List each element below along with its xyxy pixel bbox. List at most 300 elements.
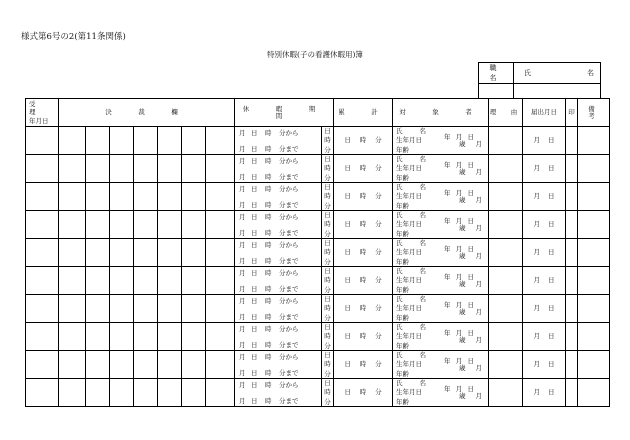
reason-cell[interactable] bbox=[489, 155, 523, 183]
approval-cell[interactable] bbox=[110, 323, 134, 351]
period-from-line bbox=[235, 382, 321, 389]
reason-cell[interactable] bbox=[489, 323, 523, 351]
filed-date-cell[interactable] bbox=[523, 379, 566, 407]
approval-cell[interactable] bbox=[110, 183, 134, 211]
subject-cell[interactable] bbox=[393, 351, 489, 379]
reason-cell[interactable] bbox=[489, 295, 523, 323]
from-hour-label: 時 bbox=[265, 129, 272, 137]
subject-cell[interactable] bbox=[393, 183, 489, 211]
filed-date-cell[interactable] bbox=[523, 323, 566, 351]
from-suffix-label: 分から bbox=[279, 185, 299, 193]
approval-cell[interactable] bbox=[110, 127, 134, 155]
approval-cell[interactable] bbox=[134, 183, 158, 211]
seal-cell[interactable] bbox=[566, 323, 578, 351]
subject-labels bbox=[393, 211, 430, 238]
to-hour-label: 時 bbox=[265, 144, 272, 153]
approval-cell[interactable] bbox=[206, 323, 235, 351]
subject-values bbox=[430, 351, 488, 378]
subject-month-label: 月 bbox=[455, 273, 463, 281]
subject-age-unit: 歳 bbox=[459, 140, 466, 148]
unit-minute-label: 分 bbox=[324, 313, 331, 322]
cumulative-cell[interactable] bbox=[334, 211, 393, 239]
unit-hour-label: 時 bbox=[324, 276, 331, 285]
cumulative-header: 累 計 bbox=[334, 99, 393, 127]
approval-cell[interactable] bbox=[86, 155, 110, 183]
approval-cell[interactable] bbox=[158, 239, 182, 267]
period-cell[interactable] bbox=[235, 155, 322, 183]
filed-day-label: 日 bbox=[548, 136, 555, 145]
approval-cell[interactable] bbox=[59, 211, 86, 239]
approval-cell[interactable] bbox=[86, 295, 110, 323]
subject-year-label: 年 bbox=[444, 273, 451, 281]
approval-cell[interactable] bbox=[182, 379, 206, 407]
seal-cell[interactable] bbox=[566, 211, 578, 239]
remarks-cell[interactable] bbox=[578, 267, 610, 295]
receipt-date-cell[interactable] bbox=[26, 379, 59, 407]
subject-day-label: 日 bbox=[467, 189, 474, 197]
approval-cell[interactable] bbox=[110, 211, 134, 239]
receipt-date-cell[interactable] bbox=[26, 295, 59, 323]
approval-cell[interactable] bbox=[110, 379, 134, 407]
approval-header: 決 裁 欄 bbox=[59, 99, 235, 127]
period-cell[interactable] bbox=[235, 295, 322, 323]
remarks-cell[interactable] bbox=[578, 127, 610, 155]
subject-age-unit: 歳 bbox=[459, 196, 466, 204]
approval-cell[interactable] bbox=[86, 267, 110, 295]
to-suffix-label: 分まで bbox=[279, 396, 299, 405]
approval-cell[interactable] bbox=[59, 379, 86, 407]
cum-minute-label: 分 bbox=[375, 388, 382, 397]
filed-date-cell[interactable] bbox=[523, 155, 566, 183]
approval-cell[interactable] bbox=[206, 183, 235, 211]
from-month-label: 月 bbox=[239, 297, 246, 305]
subject-age-unit: 歳 bbox=[459, 168, 466, 176]
subject-day-label: 日 bbox=[467, 217, 474, 225]
receipt-date-cell[interactable] bbox=[26, 323, 59, 351]
remarks-cell[interactable] bbox=[578, 239, 610, 267]
subject-year-label: 年 bbox=[444, 301, 451, 309]
subject-age-month-unit: 月 bbox=[475, 224, 482, 232]
period-to-line bbox=[235, 342, 321, 349]
subject-day-label: 日 bbox=[467, 301, 474, 309]
receipt-date-cell[interactable] bbox=[26, 183, 59, 211]
seal-header: 印 bbox=[566, 99, 578, 127]
period-unit-cell[interactable] bbox=[322, 239, 334, 267]
receipt-date-cell[interactable] bbox=[26, 267, 59, 295]
reason-cell[interactable] bbox=[489, 183, 523, 211]
period-from-line bbox=[235, 130, 321, 137]
cumulative-cell[interactable] bbox=[334, 183, 393, 211]
to-suffix-label: 分まで bbox=[279, 340, 299, 349]
subject-name-label-1: 氏 bbox=[396, 351, 403, 359]
subject-day-label: 日 bbox=[467, 329, 474, 337]
period-unit-cell[interactable] bbox=[322, 155, 334, 183]
table-row bbox=[26, 379, 610, 407]
approval-cell[interactable] bbox=[110, 351, 134, 379]
approval-cell[interactable] bbox=[86, 379, 110, 407]
cumulative-cell[interactable] bbox=[334, 351, 393, 379]
approval-cell[interactable] bbox=[206, 211, 235, 239]
subject-birth-label: 生年月日 bbox=[396, 276, 422, 285]
approval-cell[interactable] bbox=[158, 211, 182, 239]
approval-cell[interactable] bbox=[182, 183, 206, 211]
from-hour-label: 時 bbox=[265, 353, 272, 361]
to-month-label: 月 bbox=[239, 144, 246, 153]
receipt-date-cell[interactable] bbox=[26, 127, 59, 155]
approval-cell[interactable] bbox=[206, 239, 235, 267]
filed-date-cell[interactable] bbox=[523, 267, 566, 295]
unit-minute-label: 分 bbox=[324, 369, 331, 378]
subject-values bbox=[430, 295, 488, 322]
period-from-line bbox=[235, 270, 321, 277]
filed-day-label: 日 bbox=[548, 276, 555, 285]
period-cell[interactable] bbox=[235, 183, 322, 211]
remarks-cell[interactable] bbox=[578, 211, 610, 239]
filed-date-cell[interactable] bbox=[523, 351, 566, 379]
from-month-label: 月 bbox=[239, 185, 246, 193]
seal-cell[interactable] bbox=[566, 379, 578, 407]
approval-cell[interactable] bbox=[182, 295, 206, 323]
unit-minute-label: 分 bbox=[324, 257, 331, 266]
approval-cell[interactable] bbox=[158, 183, 182, 211]
filed-month-label: 月 bbox=[533, 332, 540, 341]
remarks-header: 備 考 bbox=[578, 99, 610, 127]
subject-cell[interactable] bbox=[393, 379, 489, 407]
subject-day-label: 日 bbox=[467, 245, 474, 253]
reason-cell[interactable] bbox=[489, 351, 523, 379]
subject-age-unit: 歳 bbox=[459, 252, 466, 260]
approval-cell[interactable] bbox=[110, 155, 134, 183]
subject-cell[interactable] bbox=[393, 267, 489, 295]
approval-cell[interactable] bbox=[158, 267, 182, 295]
cumulative-cell[interactable] bbox=[334, 239, 393, 267]
approval-cell[interactable] bbox=[182, 239, 206, 267]
name-value-cell[interactable] bbox=[514, 84, 601, 99]
approval-cell[interactable] bbox=[182, 211, 206, 239]
unit-minute-label: 分 bbox=[324, 145, 331, 154]
period-unit-cell[interactable] bbox=[322, 183, 334, 211]
approval-cell[interactable] bbox=[86, 211, 110, 239]
remarks-cell[interactable] bbox=[578, 379, 610, 407]
cumulative-cell[interactable] bbox=[334, 379, 393, 407]
subject-month-label: 月 bbox=[455, 217, 463, 225]
period-from-line bbox=[235, 326, 321, 333]
subject-age-label: 年齢 bbox=[396, 285, 409, 294]
period-cell[interactable] bbox=[235, 351, 322, 379]
approval-cell[interactable] bbox=[158, 379, 182, 407]
approval-cell[interactable] bbox=[86, 239, 110, 267]
reason-cell[interactable] bbox=[489, 211, 523, 239]
approval-cell[interactable] bbox=[182, 351, 206, 379]
subject-age-label: 年齢 bbox=[396, 313, 409, 322]
approval-cell[interactable] bbox=[134, 211, 158, 239]
subject-name-label-1: 氏 bbox=[396, 127, 403, 135]
approval-cell[interactable] bbox=[134, 323, 158, 351]
cumulative-cell[interactable] bbox=[334, 155, 393, 183]
receipt-date-cell[interactable] bbox=[26, 351, 59, 379]
from-month-label: 月 bbox=[239, 213, 246, 221]
cumulative-cell[interactable] bbox=[334, 267, 393, 295]
subject-values bbox=[430, 155, 488, 182]
approval-cell[interactable] bbox=[86, 351, 110, 379]
seal-cell[interactable] bbox=[566, 295, 578, 323]
subject-values bbox=[430, 267, 488, 294]
subject-name-label-2: 名 bbox=[419, 267, 426, 275]
position-value-cell[interactable] bbox=[479, 84, 514, 99]
from-hour-label: 時 bbox=[265, 213, 272, 221]
from-suffix-label: 分から bbox=[279, 269, 299, 277]
approval-cell[interactable] bbox=[134, 379, 158, 407]
cum-hour-label: 時 bbox=[359, 192, 367, 201]
receipt-date-cell[interactable] bbox=[26, 155, 59, 183]
reason-cell[interactable] bbox=[489, 127, 523, 155]
approval-cell[interactable] bbox=[86, 323, 110, 351]
form-number: 様式第6号の2(第11条関係) bbox=[21, 32, 126, 42]
table-row bbox=[26, 211, 610, 239]
from-month-label: 月 bbox=[239, 129, 246, 137]
approval-cell[interactable] bbox=[134, 127, 158, 155]
subject-cell[interactable] bbox=[393, 127, 489, 155]
approval-cell[interactable] bbox=[86, 127, 110, 155]
remarks-cell[interactable] bbox=[578, 155, 610, 183]
subject-name-label-1: 氏 bbox=[396, 183, 403, 191]
seal-cell[interactable] bbox=[566, 183, 578, 211]
cumulative-cell[interactable] bbox=[334, 127, 393, 155]
cum-minute-label: 分 bbox=[375, 192, 382, 201]
period-unit-cell[interactable] bbox=[322, 351, 334, 379]
to-month-label: 月 bbox=[239, 396, 246, 405]
unit-hour-label: 時 bbox=[324, 164, 331, 173]
period-cell[interactable] bbox=[235, 379, 322, 407]
period-to-line bbox=[235, 370, 321, 377]
subject-cell[interactable] bbox=[393, 295, 489, 323]
cum-hour-label: 時 bbox=[359, 276, 367, 285]
remarks-cell[interactable] bbox=[578, 183, 610, 211]
approval-cell[interactable] bbox=[158, 155, 182, 183]
receipt-date-cell[interactable] bbox=[26, 239, 59, 267]
from-day-label: 日 bbox=[251, 241, 258, 249]
subject-name-label-2: 名 bbox=[419, 379, 426, 387]
from-hour-label: 時 bbox=[265, 297, 272, 305]
unit-minute-label: 分 bbox=[324, 173, 331, 182]
subject-year-label: 年 bbox=[444, 385, 451, 393]
to-suffix-label: 分まで bbox=[279, 312, 299, 321]
subject-name-label-2: 名 bbox=[419, 211, 426, 219]
from-suffix-label: 分から bbox=[279, 129, 299, 137]
to-day-label: 日 bbox=[251, 312, 258, 321]
approval-cell[interactable] bbox=[59, 127, 86, 155]
approval-cell[interactable] bbox=[206, 155, 235, 183]
approval-cell[interactable] bbox=[110, 267, 134, 295]
from-day-label: 日 bbox=[251, 129, 258, 137]
filed-day-label: 日 bbox=[548, 388, 555, 397]
approval-cell[interactable] bbox=[59, 323, 86, 351]
approval-cell[interactable] bbox=[59, 239, 86, 267]
period-cell[interactable] bbox=[235, 127, 322, 155]
approval-cell[interactable] bbox=[206, 267, 235, 295]
table-row bbox=[26, 155, 610, 183]
approval-cell[interactable] bbox=[158, 351, 182, 379]
to-day-label: 日 bbox=[251, 368, 258, 377]
period-cell[interactable] bbox=[235, 323, 322, 351]
subject-age-unit: 歳 bbox=[459, 280, 466, 288]
subject-cell[interactable] bbox=[393, 239, 489, 267]
subject-year-label: 年 bbox=[444, 133, 451, 141]
subject-year-label: 年 bbox=[444, 189, 451, 197]
unit-day-label: 日 bbox=[324, 239, 331, 247]
period-unit-cell[interactable] bbox=[322, 267, 334, 295]
approval-cell[interactable] bbox=[206, 295, 235, 323]
from-suffix-label: 分から bbox=[279, 353, 299, 361]
to-hour-label: 時 bbox=[265, 200, 272, 209]
reason-cell[interactable] bbox=[489, 379, 523, 407]
subject-labels bbox=[393, 239, 430, 266]
subject-year-label: 年 bbox=[444, 245, 451, 253]
approval-cell[interactable] bbox=[59, 183, 86, 211]
subject-birth-label: 生年月日 bbox=[396, 136, 422, 145]
subject-cell[interactable] bbox=[393, 211, 489, 239]
from-day-label: 日 bbox=[251, 185, 258, 193]
cum-minute-label: 分 bbox=[375, 360, 382, 369]
remarks-cell[interactable] bbox=[578, 295, 610, 323]
remarks-cell[interactable] bbox=[578, 351, 610, 379]
period-to-line bbox=[235, 258, 321, 265]
subject-birth-label: 生年月日 bbox=[396, 164, 422, 173]
filed-date-cell[interactable] bbox=[523, 295, 566, 323]
cum-minute-label: 分 bbox=[375, 276, 382, 285]
cum-hour-label: 時 bbox=[359, 388, 367, 397]
to-suffix-label: 分まで bbox=[279, 368, 299, 377]
receipt-date-cell[interactable] bbox=[26, 211, 59, 239]
subject-values bbox=[430, 127, 488, 154]
filed-date-cell[interactable] bbox=[523, 239, 566, 267]
subject-name-label-1: 氏 bbox=[396, 155, 403, 163]
unit-day-label: 日 bbox=[324, 267, 331, 275]
approval-cell[interactable] bbox=[206, 379, 235, 407]
to-suffix-label: 分まで bbox=[279, 228, 299, 237]
cumulative-cell[interactable] bbox=[334, 323, 393, 351]
subject-labels bbox=[393, 323, 430, 350]
period-unit-cell[interactable] bbox=[322, 323, 334, 351]
filed-date-cell[interactable] bbox=[523, 183, 566, 211]
period-cell[interactable] bbox=[235, 267, 322, 295]
approval-cell[interactable] bbox=[158, 323, 182, 351]
subject-month-label: 月 bbox=[455, 301, 463, 309]
remarks-cell[interactable] bbox=[578, 323, 610, 351]
approval-cell[interactable] bbox=[134, 351, 158, 379]
unit-day-label: 日 bbox=[324, 155, 331, 163]
subject-cell[interactable] bbox=[393, 155, 489, 183]
filed-date-cell[interactable] bbox=[523, 127, 566, 155]
subject-values bbox=[430, 183, 488, 210]
approval-cell[interactable] bbox=[182, 323, 206, 351]
officer-info-table bbox=[478, 62, 601, 99]
subject-labels bbox=[393, 127, 430, 154]
period-to-line bbox=[235, 398, 321, 405]
approval-cell[interactable] bbox=[182, 127, 206, 155]
approval-cell[interactable] bbox=[206, 127, 235, 155]
subject-labels bbox=[393, 183, 430, 210]
period-unit-cell[interactable] bbox=[322, 295, 334, 323]
subject-age-unit: 歳 bbox=[459, 336, 466, 344]
approval-cell[interactable] bbox=[158, 295, 182, 323]
cum-hour-label: 時 bbox=[359, 304, 367, 313]
approval-cell[interactable] bbox=[59, 351, 86, 379]
from-day-label: 日 bbox=[251, 381, 258, 389]
period-to-line bbox=[235, 174, 321, 181]
approval-cell[interactable] bbox=[59, 295, 86, 323]
to-month-label: 月 bbox=[239, 172, 246, 181]
seal-cell[interactable] bbox=[566, 155, 578, 183]
seal-cell[interactable] bbox=[566, 239, 578, 267]
cum-hour-label: 時 bbox=[359, 164, 367, 173]
from-suffix-label: 分から bbox=[279, 381, 299, 389]
cum-day-label: 日 bbox=[344, 360, 351, 369]
period-from-line bbox=[235, 158, 321, 165]
cumulative-cell[interactable] bbox=[334, 295, 393, 323]
subject-age-label: 年齢 bbox=[396, 341, 409, 350]
filed-day-label: 日 bbox=[548, 360, 555, 369]
period-cell[interactable] bbox=[235, 239, 322, 267]
period-cell[interactable] bbox=[235, 211, 322, 239]
filed-day-label: 日 bbox=[548, 192, 555, 201]
receipt-label-line2: 年月日 bbox=[29, 116, 49, 125]
approval-cell[interactable] bbox=[110, 295, 134, 323]
approval-cell[interactable] bbox=[182, 267, 206, 295]
cum-day-label: 日 bbox=[344, 136, 351, 145]
to-month-label: 月 bbox=[239, 312, 246, 321]
subject-age-unit: 歳 bbox=[459, 392, 466, 400]
approval-cell[interactable] bbox=[134, 267, 158, 295]
approval-cell[interactable] bbox=[59, 267, 86, 295]
to-day-label: 日 bbox=[251, 200, 258, 209]
approval-cell[interactable] bbox=[158, 127, 182, 155]
subject-year-label: 年 bbox=[444, 357, 451, 365]
from-hour-label: 時 bbox=[265, 269, 272, 277]
from-month-label: 月 bbox=[239, 157, 246, 165]
subject-age-unit: 歳 bbox=[459, 308, 466, 316]
subject-day-label: 日 bbox=[467, 161, 474, 169]
period-unit-cell[interactable] bbox=[322, 379, 334, 407]
approval-cell[interactable] bbox=[134, 295, 158, 323]
seal-cell[interactable] bbox=[566, 351, 578, 379]
period-unit-cell[interactable] bbox=[322, 211, 334, 239]
approval-cell[interactable] bbox=[59, 155, 86, 183]
cum-day-label: 日 bbox=[344, 332, 351, 341]
seal-cell[interactable] bbox=[566, 267, 578, 295]
reason-cell[interactable] bbox=[489, 267, 523, 295]
filed-date-cell[interactable] bbox=[523, 211, 566, 239]
name-cell[interactable] bbox=[514, 63, 601, 84]
approval-cell[interactable] bbox=[182, 155, 206, 183]
seal-cell[interactable] bbox=[566, 127, 578, 155]
subject-cell[interactable] bbox=[393, 323, 489, 351]
subject-day-label: 日 bbox=[467, 133, 474, 141]
approval-cell[interactable] bbox=[86, 183, 110, 211]
approval-cell[interactable] bbox=[134, 155, 158, 183]
approval-cell[interactable] bbox=[134, 239, 158, 267]
period-unit-cell[interactable] bbox=[322, 127, 334, 155]
subject-name-label-1: 氏 bbox=[396, 239, 403, 247]
subject-age-month-unit: 月 bbox=[475, 280, 482, 288]
reason-cell[interactable] bbox=[489, 239, 523, 267]
approval-cell[interactable] bbox=[206, 351, 235, 379]
subject-age-label: 年齢 bbox=[396, 257, 409, 266]
approval-cell[interactable] bbox=[110, 239, 134, 267]
unit-hour-label: 時 bbox=[324, 192, 331, 201]
period-to-line bbox=[235, 230, 321, 237]
cum-hour-label: 時 bbox=[359, 332, 367, 341]
